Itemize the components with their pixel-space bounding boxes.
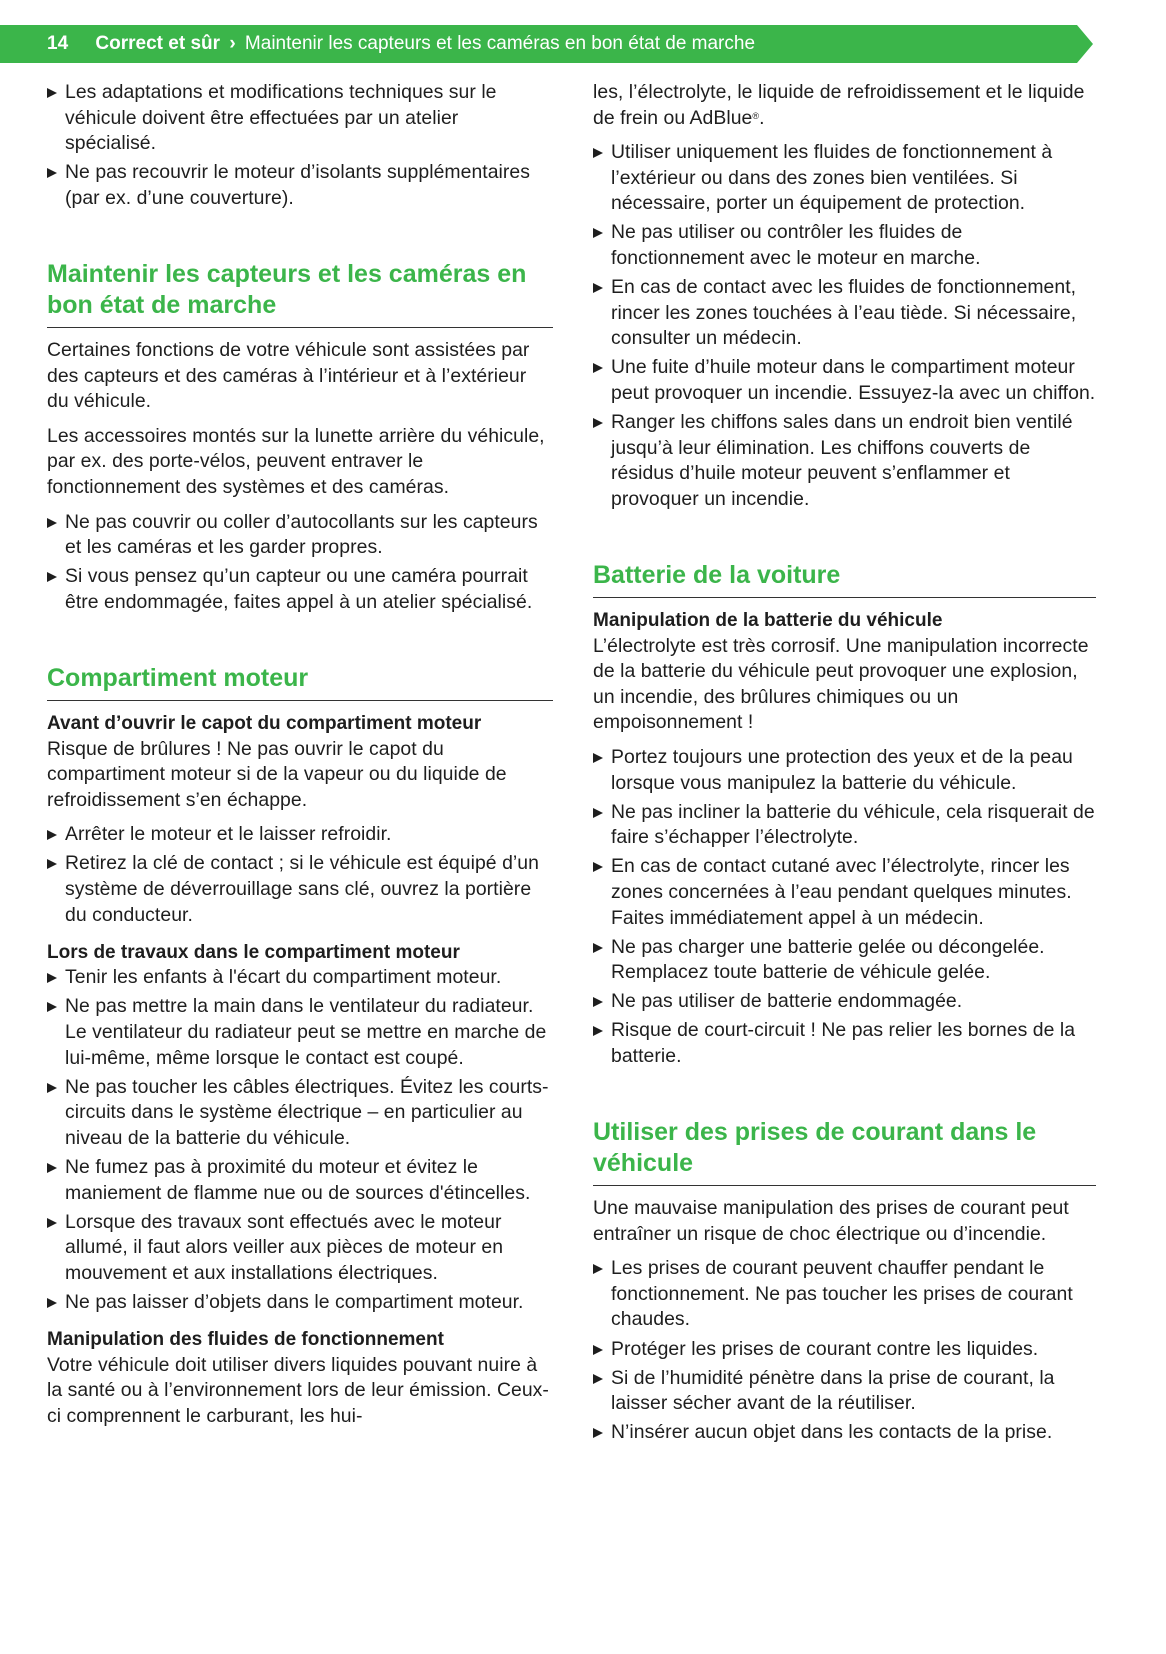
paragraph: Certaines fonctions de votre véhicule sont assistées par des capteurs et des caméras à l’intérieur et à l’extérieur du véhicule. [47,338,530,413]
list-item: Ne pas toucher les câbles électriques. Évitez les courts-circuits dans le système électrique – en particulier au niveau de la batterie du véhicule. [47,1075,553,1152]
bullet-triangle-icon [593,997,603,1007]
intro-bullet-list [47,80,553,211]
bullet-triangle-icon [593,1428,603,1438]
subheading: Manipulation des fluides de fonctionnement [47,1328,444,1350]
bullet-triangle-icon [593,363,603,373]
page-number: 14 [47,33,69,54]
bullet-triangle-icon [47,1163,57,1173]
bullet-triangle-icon [47,1002,57,1012]
bullet-triangle-icon [47,830,57,840]
bullet-triangle-icon [47,1083,57,1093]
section-title-battery: Batterie de la voiture [593,560,1096,598]
list-item: Ne pas utiliser ou contrôler les fluides de fonctionnement avec le moteur en marche. [593,220,1096,271]
list-item: Les adaptations et modifications techniques sur le véhicule doivent être effectuées par un atelier spécialisé. [47,80,553,157]
bullet-triangle-icon [593,148,603,158]
list-item: Arrêter le moteur et le laisser refroidir. [47,822,553,848]
bullet-triangle-icon [47,973,57,983]
section-title-engine: Compartiment moteur [47,663,553,701]
list-item: Ne pas mettre la main dans le ventilateur du radiateur. Le ventilateur du radiateur peut se mettre en marche de lui-même, même lorsque le contact est coupé. [47,994,553,1071]
sockets-bullet-list [593,1256,1096,1446]
bullet-triangle-icon [593,283,603,293]
subheading: Manipulation de la batterie du véhicule [593,610,943,631]
right-column [593,80,1096,1449]
list-item: Lorsque des travaux sont effectués avec le moteur allumé, il faut alors veiller aux pièces de moteur en mouvement et aux installations électriques. [47,1210,553,1287]
section-title-sensors: Maintenir les capteurs et les caméras en bon état de marche [47,259,553,328]
list-item: En cas de contact cutané avec l’électrolyte, rincer les zones concernées à l’eau pendant quelques minutes. Faites immédiatement appel à un médecin. [593,854,1096,931]
bullet-triangle-icon [47,88,57,98]
list-item: Ranger les chiffons sales dans un endroit bien ventilé jusqu’à leur élimination. Les chiffons couverts de résidus d’huile moteur peuvent s’enflammer et provoquer un incendie. [593,410,1096,512]
list-item: Ne fumez pas à proximité du moteur et évitez le maniement de flamme nue ou de sources d'étincelles. [47,1155,553,1206]
list-item: Risque de court-circuit ! Ne pas relier les bornes de la batterie. [593,1018,1096,1069]
before-opening-bullet-list [47,822,553,928]
list-item: Ne pas laisser d’objets dans le compartiment moteur. [47,1290,553,1316]
list-item: Ne pas charger une batterie gelée ou décongelée. Remplacez toute batterie de véhicule gelée. [593,935,1096,986]
list-item: Si vous pensez qu’un capteur ou une caméra pourrait être endommagée, faites appel à un atelier spécialisé. [47,564,553,615]
bullet-triangle-icon [593,1264,603,1274]
during-work-bullet-list [47,965,553,1315]
bullet-triangle-icon [47,168,57,178]
bullet-triangle-icon [593,1345,603,1355]
list-item: Ne pas utiliser de batterie endommagée. [593,989,1096,1015]
list-item: En cas de contact avec les fluides de fonctionnement, rincer les zones touchées à l’eau tiède. Si nécessaire, consulter un médecin. [593,275,1096,352]
battery-bullet-list [593,745,1096,1070]
paragraph: L’électrolyte est très corrosif. Une manipulation incorrecte de la batterie du véhicule peut provoquer une explosion, un incendie, des brûlures chimiques ou un empoisonnement ! [593,634,1089,734]
bullet-triangle-icon [593,418,603,428]
list-item: Si de l’humidité pénètre dans la prise de courant, la laisser sécher avant de la réutiliser. [593,1366,1096,1417]
fluids-bullet-list [593,140,1096,512]
bullet-triangle-icon [47,1218,57,1228]
paragraph: Votre véhicule doit utiliser divers liquides pouvant nuire à la santé ou à l’environnement lors de leur émission. Ceux-ci comprennent le carburant, les hui- [47,1353,549,1427]
bullet-triangle-icon [593,1374,603,1384]
subheading: Lors de travaux dans le compartiment moteur [47,941,460,963]
list-item: Ne pas couvrir ou coller d’autocollants sur les capteurs et les caméras et les garder propres. [47,510,553,561]
bullet-triangle-icon [593,862,603,872]
paragraph: Une mauvaise manipulation des prises de courant peut entraîner un risque de choc électrique ou d’incendie. [593,1197,1069,1245]
bullet-triangle-icon [47,1298,57,1308]
bullet-triangle-icon [47,572,57,582]
list-item: Portez toujours une protection des yeux et de la peau lorsque vous manipulez la batterie du véhicule. [593,745,1096,796]
list-item: Ne pas recouvrir le moteur d’isolants supplémentaires (par ex. d’une couverture). [47,160,553,211]
breadcrumb-chapter: Correct et sûr [95,33,221,54]
bullet-triangle-icon [593,228,603,238]
paragraph: Risque de brûlures ! Ne pas ouvrir le capot du compartiment moteur si de la vapeur ou du liquide de refroidissement s’en échappe. [47,737,507,811]
bullet-triangle-icon [593,943,603,953]
paragraph: les, l’électrolyte, le liquide de refroidissement et le liquide de frein ou AdBlue®. [593,81,1085,129]
list-item: Tenir les enfants à l'écart du compartiment moteur. [47,965,553,991]
subheading: Avant d’ouvrir le capot du compartiment moteur [47,712,482,734]
registered-mark: ® [752,110,760,121]
bullet-triangle-icon [47,859,57,869]
list-item: Ne pas incliner la batterie du véhicule, cela risquerait de faire s’échapper l’électrolyte. [593,800,1096,851]
bullet-triangle-icon [593,1026,603,1036]
list-item: Retirez la clé de contact ; si le véhicule est équipé d’un système de déverrouillage sans clé, ouvrez la portière du conducteur. [47,851,553,928]
bullet-triangle-icon [47,518,57,528]
list-item: N’insérer aucun objet dans les contacts de la prise. [593,1420,1096,1446]
section-title-sockets: Utiliser des prises de courant dans le véhicule [593,1117,1096,1186]
left-column [47,80,553,1429]
list-item: Utiliser uniquement les fluides de fonctionnement à l’extérieur ou dans des zones bien ventilées. Si nécessaire, porter un équipement de protection. [593,140,1096,217]
paragraph: Les accessoires montés sur la lunette arrière du véhicule, par ex. des porte-vélos, peuvent entraver le fonctionnement des systèmes et des caméras. [47,424,545,498]
sensors-bullet-list [47,510,553,616]
list-item: Une fuite d’huile moteur dans le compartiment moteur peut provoquer un incendie. Essuyez-la avec un chiffon. [593,355,1096,406]
list-item: Protéger les prises de courant contre les liquides. [593,1337,1096,1363]
breadcrumb-section: Maintenir les capteurs et les caméras en bon état de marche [244,33,756,54]
bullet-triangle-icon [593,808,603,818]
bullet-triangle-icon [593,753,603,763]
breadcrumb [47,25,755,63]
list-item: Les prises de courant peuvent chauffer pendant le fonctionnement. Ne pas toucher les prises de courant chaudes. [593,1256,1096,1333]
breadcrumb-separator-icon: › [229,33,236,54]
